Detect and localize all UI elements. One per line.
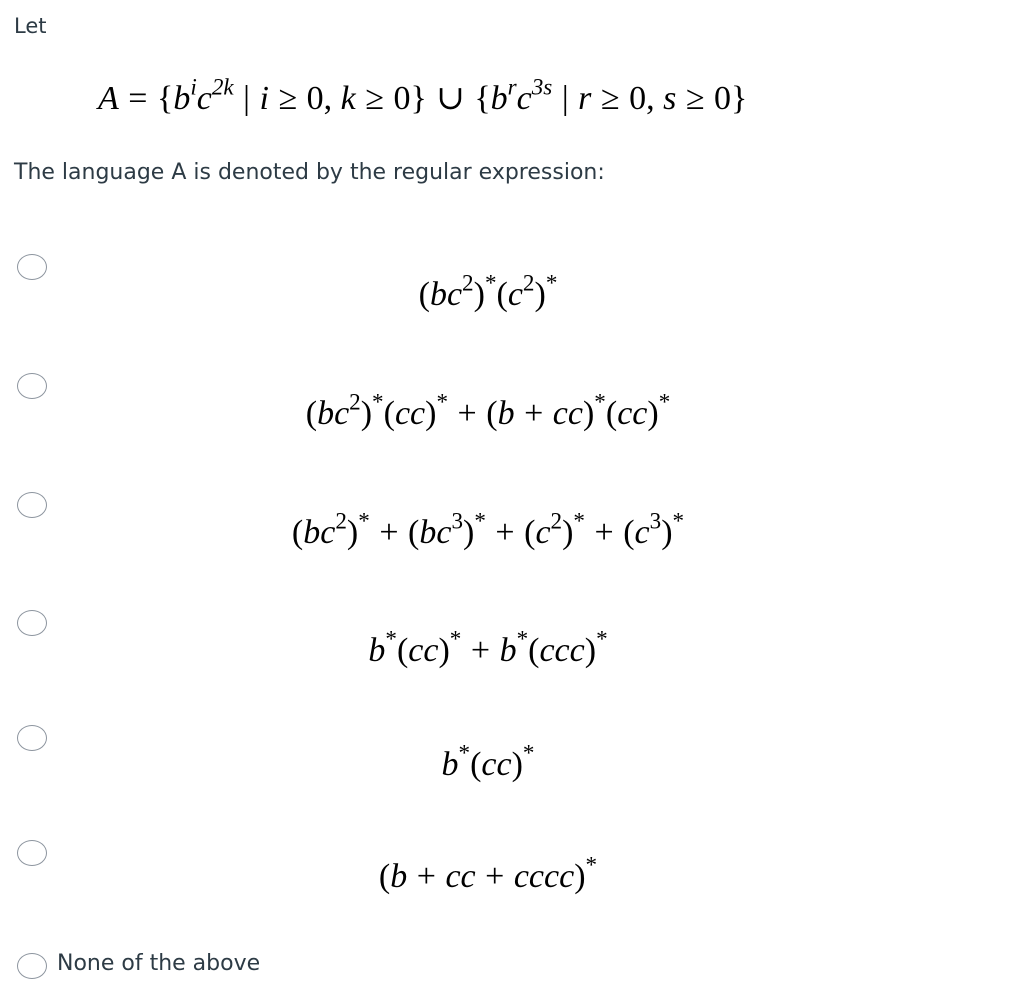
option-7-label[interactable]: None of the above <box>57 951 261 976</box>
option-7-radio[interactable] <box>17 953 47 979</box>
set1-c: c <box>196 80 212 117</box>
option-4-expression[interactable]: b*(cc)* + b*(ccc)* <box>368 626 608 669</box>
set2-close-brace: } <box>731 80 748 117</box>
set2-separator: | <box>561 80 569 117</box>
set1-b-exponent: i <box>190 74 197 101</box>
set1-close-brace: } <box>410 80 427 117</box>
set-name: A <box>98 80 119 117</box>
option-3-expression[interactable]: $(bc^2)^* + (bc^3)^* + (c^2)^* + (c^3)^*$ <box>291 508 685 551</box>
set2-cond2-var: s <box>663 80 677 117</box>
set1-cond2-val: 0 <box>393 80 411 117</box>
set2-c-exponent: 3s <box>531 74 553 101</box>
language-definition <box>98 74 748 118</box>
question-text: The language A is denoted by the regular expression: <box>14 160 605 185</box>
set1-c-exponent: 2k <box>211 74 234 101</box>
set1-cond1-val: 0, <box>306 80 333 117</box>
set1-cond1-op: ≥ <box>278 80 298 117</box>
set2-open-brace: { <box>474 80 491 117</box>
set2-c: c <box>516 80 532 117</box>
option-2-expression[interactable]: $(bc^2)^*(cc)^* + (b + cc)^*(cc)^*$ <box>305 389 671 432</box>
set2-b: b <box>490 80 508 117</box>
set1-cond2-var: k <box>340 80 356 117</box>
set2-cond2-val: 0 <box>714 80 732 117</box>
set2-cond1-var: r <box>578 80 592 117</box>
union-sign: ∪ <box>436 80 465 117</box>
set2-cond1-op: ≥ <box>600 80 620 117</box>
set1-cond2-op: ≥ <box>365 80 384 117</box>
option-1-expression[interactable]: $(bc^2)^*(c^2)^*$ <box>418 270 558 313</box>
set2-cond2-op: ≥ <box>685 80 705 117</box>
option-5-expression[interactable]: b*(cc)* <box>441 740 535 783</box>
intro-text: Let <box>14 14 47 38</box>
set2-b-exponent: r <box>507 74 517 101</box>
equals-sign: = <box>128 80 148 117</box>
set2-cond1-val: 0, <box>629 80 655 117</box>
set1-b: b <box>173 80 191 117</box>
set1-open-brace: { <box>157 80 174 117</box>
set1-separator: | <box>243 80 250 117</box>
set1-cond1-var: i <box>259 80 269 117</box>
option-6-expression[interactable]: (b + cc + cccc)* <box>378 852 598 895</box>
